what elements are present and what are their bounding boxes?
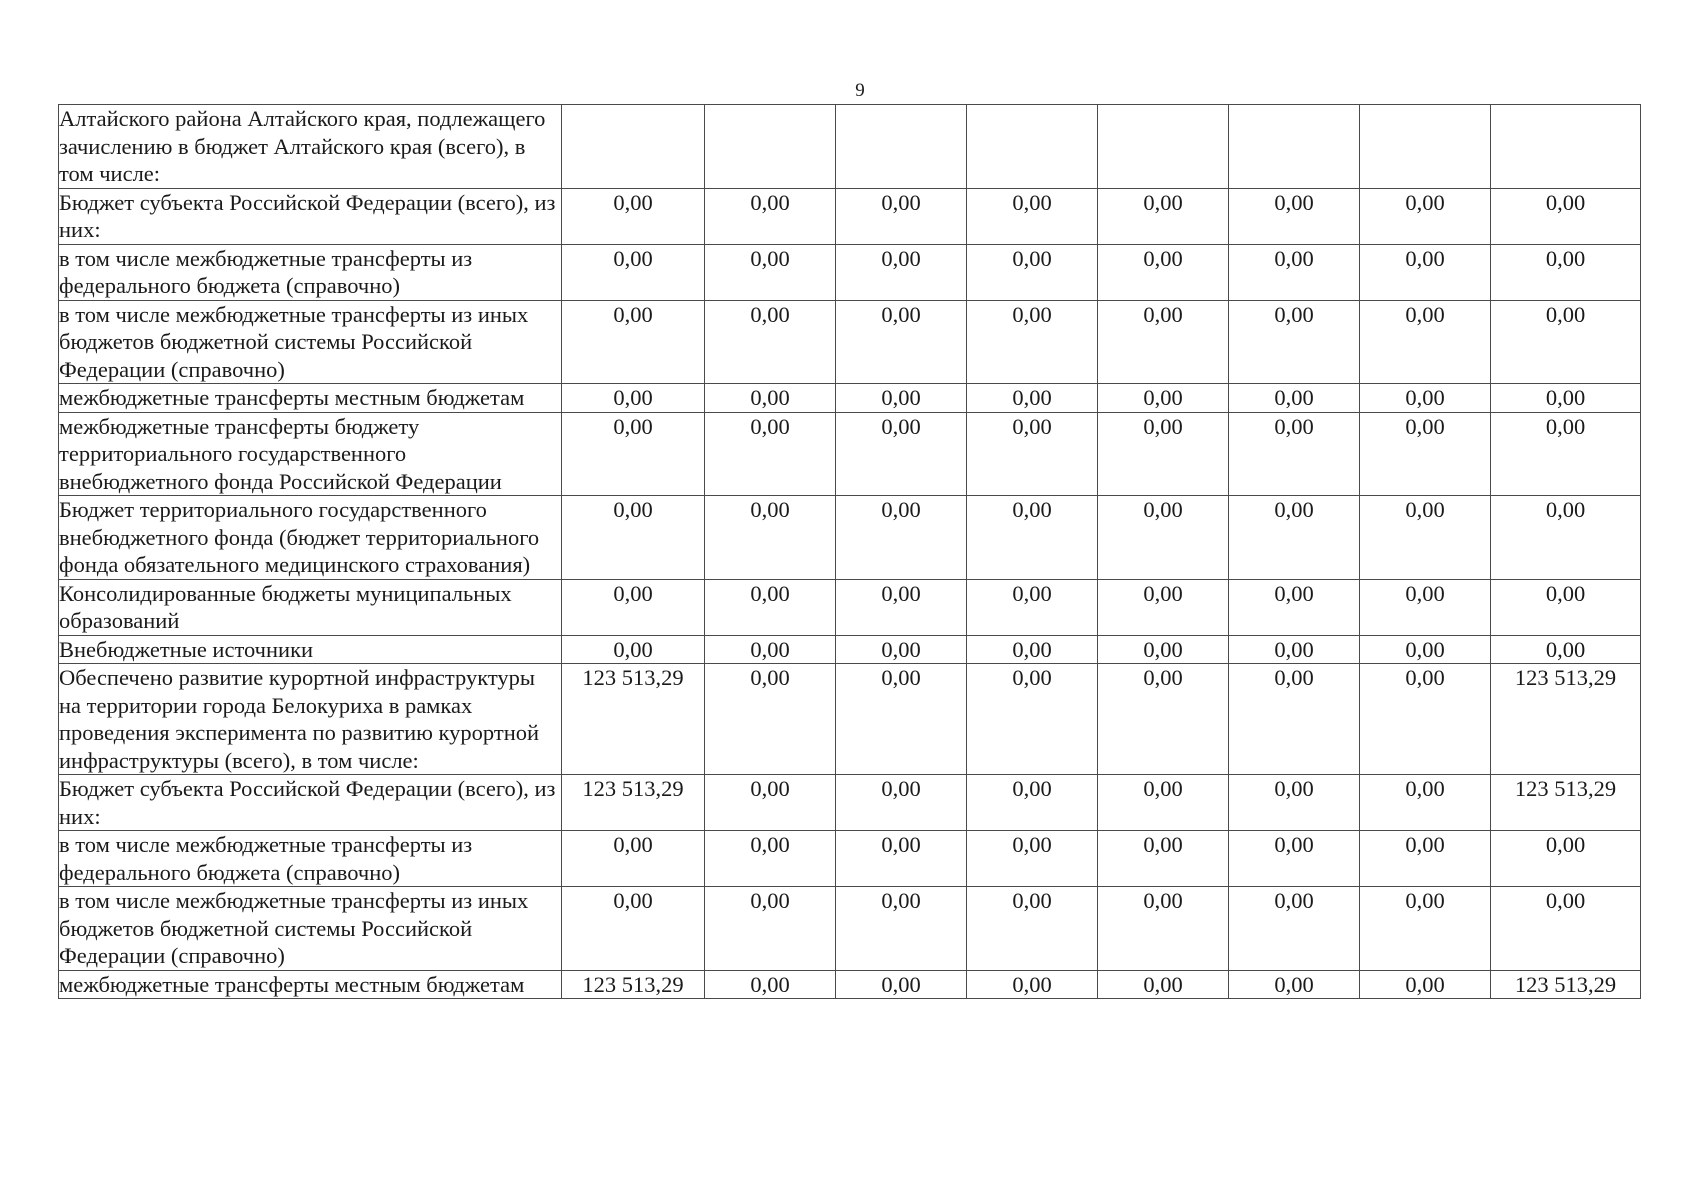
- value-cell: 0,00: [1098, 496, 1229, 580]
- table-row: [59, 887, 1641, 971]
- value-cell: 0,00: [1229, 970, 1360, 999]
- value-cell: [967, 105, 1098, 189]
- value-cell: [562, 105, 705, 189]
- table-row: [59, 244, 1641, 300]
- value-cell: 0,00: [562, 300, 705, 384]
- value-cell: 0,00: [705, 496, 836, 580]
- value-cell: 0,00: [1098, 970, 1229, 999]
- value-cell: 0,00: [836, 300, 967, 384]
- value-cell: 0,00: [1098, 300, 1229, 384]
- value-cell: 0,00: [562, 384, 705, 413]
- value-cell: [1491, 105, 1641, 189]
- value-cell: 123 513,29: [562, 775, 705, 831]
- value-cell: 0,00: [1229, 412, 1360, 496]
- value-cell: 0,00: [967, 244, 1098, 300]
- value-cell: 0,00: [1491, 887, 1641, 971]
- row-label: в том числе межбюджетные трансферты из иных бюджетов бюджетной системы Российской Федерации (справочно): [59, 887, 562, 971]
- value-cell: 0,00: [1098, 412, 1229, 496]
- row-label: в том числе межбюджетные трансферты из федерального бюджета (справочно): [59, 831, 562, 887]
- table-body: [59, 105, 1641, 999]
- value-cell: [1360, 105, 1491, 189]
- value-cell: 0,00: [967, 970, 1098, 999]
- value-cell: 123 513,29: [1491, 970, 1641, 999]
- value-cell: 0,00: [705, 831, 836, 887]
- value-cell: 0,00: [836, 188, 967, 244]
- value-cell: 0,00: [562, 188, 705, 244]
- value-cell: 0,00: [836, 664, 967, 775]
- value-cell: 0,00: [836, 579, 967, 635]
- table-row: [59, 579, 1641, 635]
- value-cell: 0,00: [836, 496, 967, 580]
- value-cell: 0,00: [705, 384, 836, 413]
- value-cell: 0,00: [1229, 384, 1360, 413]
- value-cell: [705, 105, 836, 189]
- value-cell: 0,00: [1360, 188, 1491, 244]
- value-cell: 0,00: [562, 244, 705, 300]
- row-label: межбюджетные трансферты местным бюджетам: [59, 384, 562, 413]
- value-cell: 0,00: [1360, 635, 1491, 664]
- value-cell: 0,00: [1098, 384, 1229, 413]
- value-cell: 0,00: [1491, 188, 1641, 244]
- row-label: в том числе межбюджетные трансферты из федерального бюджета (справочно): [59, 244, 562, 300]
- value-cell: 0,00: [705, 775, 836, 831]
- value-cell: 0,00: [1360, 244, 1491, 300]
- value-cell: 0,00: [836, 831, 967, 887]
- value-cell: 0,00: [1229, 664, 1360, 775]
- table-row: [59, 775, 1641, 831]
- value-cell: 0,00: [836, 775, 967, 831]
- value-cell: 0,00: [1229, 887, 1360, 971]
- value-cell: 0,00: [1491, 831, 1641, 887]
- value-cell: 0,00: [705, 244, 836, 300]
- row-label: Обеспечено развитие курортной инфраструктуры на территории города Белокуриха в рамках проведения эксперимента по развитию курортной инфраструктуры (всего), в том числе:: [59, 664, 562, 775]
- table-row: [59, 635, 1641, 664]
- value-cell: 0,00: [967, 496, 1098, 580]
- value-cell: 0,00: [1229, 188, 1360, 244]
- value-cell: 0,00: [1360, 831, 1491, 887]
- value-cell: 0,00: [705, 887, 836, 971]
- value-cell: 0,00: [1360, 775, 1491, 831]
- row-label: Бюджет субъекта Российской Федерации (всего), из них:: [59, 775, 562, 831]
- value-cell: 123 513,29: [562, 970, 705, 999]
- value-cell: 0,00: [1360, 664, 1491, 775]
- value-cell: 0,00: [836, 384, 967, 413]
- value-cell: 0,00: [1098, 887, 1229, 971]
- value-cell: 0,00: [1098, 635, 1229, 664]
- row-label: Алтайского района Алтайского края, подлежащего зачислению в бюджет Алтайского края (всего), в том числе:: [59, 105, 562, 189]
- budget-table-container: [58, 104, 1640, 999]
- value-cell: 0,00: [836, 412, 967, 496]
- value-cell: 0,00: [836, 635, 967, 664]
- value-cell: 0,00: [1491, 496, 1641, 580]
- value-cell: 0,00: [967, 384, 1098, 413]
- value-cell: 0,00: [562, 831, 705, 887]
- value-cell: 0,00: [967, 887, 1098, 971]
- value-cell: 0,00: [562, 496, 705, 580]
- value-cell: 0,00: [1360, 496, 1491, 580]
- value-cell: 0,00: [1098, 244, 1229, 300]
- table-row: [59, 384, 1641, 413]
- value-cell: 0,00: [967, 188, 1098, 244]
- value-cell: 0,00: [1098, 188, 1229, 244]
- value-cell: 0,00: [1360, 579, 1491, 635]
- value-cell: 0,00: [836, 244, 967, 300]
- value-cell: 0,00: [1229, 579, 1360, 635]
- value-cell: 0,00: [967, 831, 1098, 887]
- value-cell: 0,00: [967, 635, 1098, 664]
- value-cell: 0,00: [1491, 579, 1641, 635]
- value-cell: 123 513,29: [562, 664, 705, 775]
- value-cell: 0,00: [1229, 496, 1360, 580]
- value-cell: 0,00: [705, 300, 836, 384]
- row-label: в том числе межбюджетные трансферты из иных бюджетов бюджетной системы Российской Федерации (справочно): [59, 300, 562, 384]
- table-row: [59, 188, 1641, 244]
- row-label: Внебюджетные источники: [59, 635, 562, 664]
- value-cell: 0,00: [967, 412, 1098, 496]
- value-cell: 0,00: [1098, 775, 1229, 831]
- value-cell: 0,00: [1229, 635, 1360, 664]
- value-cell: [836, 105, 967, 189]
- page-number: 9: [855, 80, 865, 101]
- value-cell: 0,00: [1229, 244, 1360, 300]
- value-cell: 0,00: [1491, 384, 1641, 413]
- value-cell: 0,00: [705, 664, 836, 775]
- value-cell: 0,00: [1360, 887, 1491, 971]
- table-row: [59, 831, 1641, 887]
- value-cell: 0,00: [967, 664, 1098, 775]
- value-cell: 0,00: [1491, 412, 1641, 496]
- value-cell: 0,00: [967, 579, 1098, 635]
- value-cell: [1098, 105, 1229, 189]
- value-cell: 0,00: [1360, 300, 1491, 384]
- value-cell: 0,00: [1360, 970, 1491, 999]
- table-row: [59, 664, 1641, 775]
- value-cell: 0,00: [967, 775, 1098, 831]
- table-row: [59, 105, 1641, 189]
- row-label: Бюджет территориального государственного внебюджетного фонда (бюджет территориального фонда обязательного медицинского страхования): [59, 496, 562, 580]
- table-row: [59, 970, 1641, 999]
- value-cell: [1229, 105, 1360, 189]
- value-cell: 0,00: [1491, 300, 1641, 384]
- value-cell: 0,00: [705, 579, 836, 635]
- value-cell: 0,00: [1491, 244, 1641, 300]
- value-cell: 0,00: [836, 970, 967, 999]
- value-cell: 0,00: [562, 412, 705, 496]
- value-cell: 0,00: [836, 887, 967, 971]
- value-cell: 0,00: [705, 412, 836, 496]
- value-cell: 123 513,29: [1491, 775, 1641, 831]
- value-cell: 0,00: [1098, 579, 1229, 635]
- row-label: межбюджетные трансферты местным бюджетам: [59, 970, 562, 999]
- table-row: [59, 300, 1641, 384]
- row-label: межбюджетные трансферты бюджету территориального государственного внебюджетного фонда Российской Федерации: [59, 412, 562, 496]
- value-cell: 0,00: [705, 635, 836, 664]
- value-cell: 0,00: [967, 300, 1098, 384]
- value-cell: 0,00: [562, 579, 705, 635]
- value-cell: 0,00: [705, 970, 836, 999]
- value-cell: 0,00: [1229, 300, 1360, 384]
- value-cell: 0,00: [705, 188, 836, 244]
- value-cell: 0,00: [1229, 831, 1360, 887]
- value-cell: 0,00: [1229, 775, 1360, 831]
- value-cell: 0,00: [1098, 664, 1229, 775]
- row-label: Бюджет субъекта Российской Федерации (всего), из них:: [59, 188, 562, 244]
- value-cell: 0,00: [562, 887, 705, 971]
- value-cell: 0,00: [1098, 831, 1229, 887]
- table-row: [59, 496, 1641, 580]
- value-cell: 0,00: [1491, 635, 1641, 664]
- budget-table: [58, 104, 1641, 999]
- value-cell: 0,00: [1360, 384, 1491, 413]
- row-label: Консолидированные бюджеты муниципальных образований: [59, 579, 562, 635]
- table-row: [59, 412, 1641, 496]
- value-cell: 0,00: [1360, 412, 1491, 496]
- value-cell: 123 513,29: [1491, 664, 1641, 775]
- value-cell: 0,00: [562, 635, 705, 664]
